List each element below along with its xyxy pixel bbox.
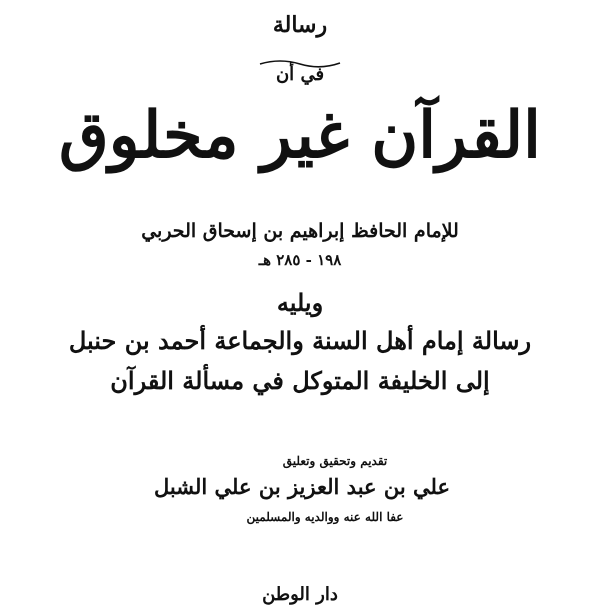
wa-yalihi-text: ويليه <box>276 288 324 317</box>
main-title: القرآن غير مخلوق <box>59 98 541 173</box>
second-title-line-1: رسالة إمام أهل السنة والجماعة أحمد بن حنبل <box>68 326 532 355</box>
author-dates: ١٩٨ - ٢٨٥ هـ <box>258 251 342 269</box>
risala-heading: رسالة <box>272 12 328 38</box>
author-line: للإمام الحافظ إبراهيم بن إسحاق الحربي <box>141 220 459 242</box>
editor-name: علي بن عبد العزيز بن علي الشبل <box>154 474 450 499</box>
publisher-name: دار الوطن <box>262 584 338 605</box>
second-title-line-2: إلى الخليفة المتوكل في مسألة القرآن <box>110 366 490 395</box>
fi-anna-text: في أن <box>275 64 325 85</box>
editor-prayer: عفا الله عنه ووالديه والمسلمين <box>246 510 404 524</box>
editor-caption: تقديم وتحقيق وتعليق <box>282 454 388 468</box>
